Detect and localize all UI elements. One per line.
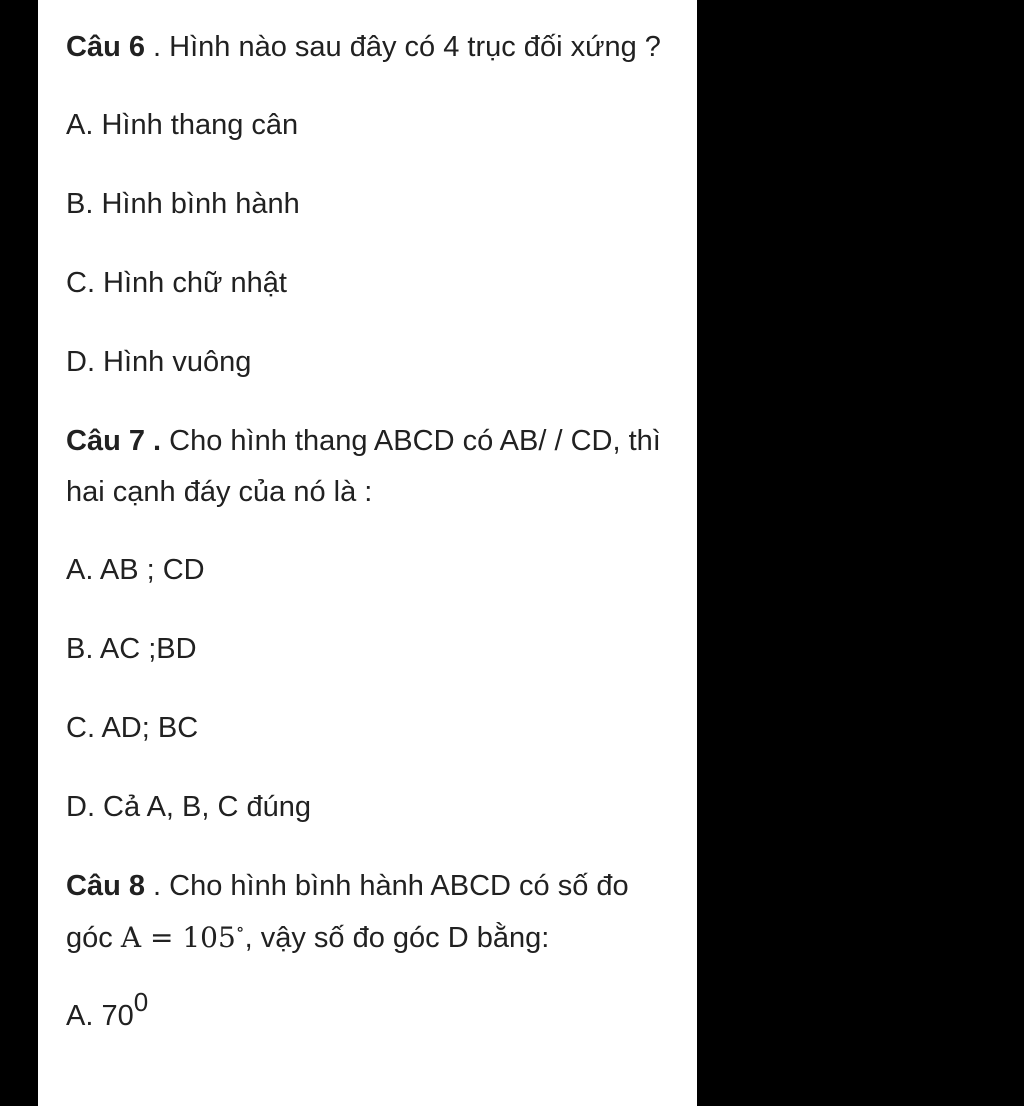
question-8 (66, 861, 676, 964)
question-6 (66, 22, 676, 73)
question-8-option-a-label: A. 70 (66, 1000, 134, 1032)
question-8-option-a-superscript: 0 (133, 987, 149, 1017)
question-7-number: Câu 7 . (66, 425, 162, 457)
document-content (66, 22, 676, 1070)
question-8-text-after: , vậy số đo góc D bằng: (244, 922, 550, 954)
question-6-text: . Hình nào sau đây có 4 trục đối xứng ? (144, 31, 661, 63)
question-8-number: Câu 8 (66, 870, 145, 902)
question-7-text: Cho hình thang ABCD có AB/ / CD, thì hai cạnh đáy của nó là : (66, 425, 661, 508)
question-8-text-before: . Cho hình bình hành ABCD có số đo góc (66, 870, 629, 954)
angle-formula (121, 921, 245, 954)
question-7-option-a: A. AB ; CD (66, 554, 205, 586)
question-7 (66, 416, 676, 518)
question-7-option-d: D. Cả A, B, C đúng (66, 791, 312, 823)
angle-formula-value: 105 (182, 921, 236, 954)
question-8-option-a (66, 987, 676, 1042)
question-7-option-b: B. AC ;BD (66, 633, 197, 665)
angle-formula-lhs: A (120, 921, 142, 954)
angle-formula-equals: = (141, 921, 183, 954)
question-6-option-a: A. Hình thang cân (66, 109, 299, 141)
degree-symbol: ∘ (235, 919, 245, 940)
question-6-option-c: C. Hình chữ nhật (66, 267, 287, 299)
question-6-option-b: B. Hình bình hành (66, 188, 300, 220)
question-6-option-d: D. Hình vuông (66, 346, 252, 378)
question-6-number: Câu 6 (66, 31, 145, 63)
document-sheet (38, 0, 697, 1106)
question-7-option-c: C. AD; BC (66, 712, 199, 744)
